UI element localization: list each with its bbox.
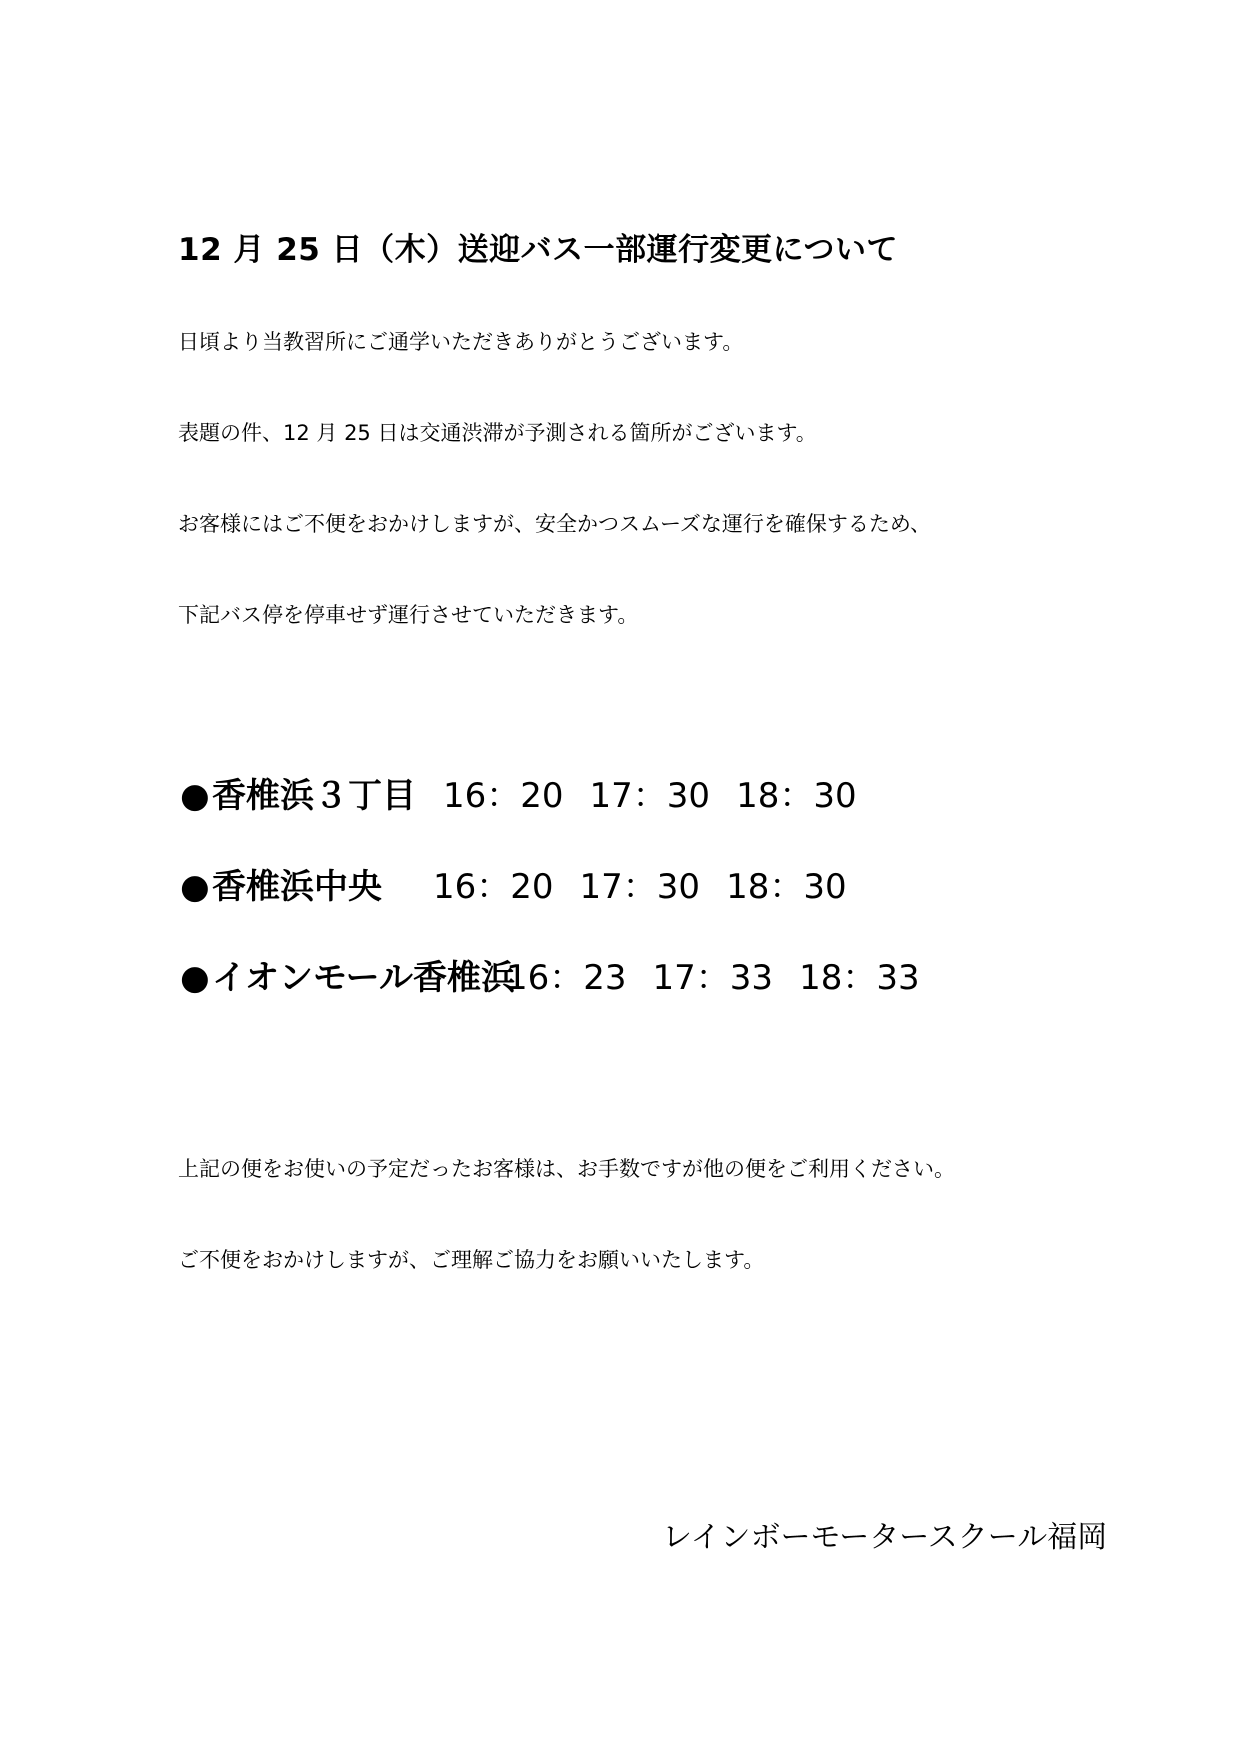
bus-stop-row [180, 867, 847, 907]
bus-stop-name: 香椎浜中央 [212, 867, 382, 907]
departure-time: 17：33 [652, 958, 774, 998]
bullet-icon: ● [180, 867, 210, 907]
departure-time: 16：23 [506, 958, 627, 998]
greeting-paragraph: 日頃より当教習所にご通学いただきありがとうございます。 [178, 330, 744, 354]
bus-stop-row [180, 776, 857, 816]
departure-time: 17：30 [589, 776, 711, 816]
skip-stops-paragraph: 下記バス停を停車せず運行させていただきます。 [178, 603, 639, 627]
apology-paragraph: お客様にはご不便をおかけしますが、安全かつスムーズな運行を確保するため、 [178, 512, 932, 536]
bullet-icon: ● [180, 958, 210, 998]
school-signature: レインボーモータースクール福岡 [662, 1520, 1108, 1555]
departure-time: 16：20 [433, 867, 554, 907]
alternative-service-paragraph: 上記の便をお使いの予定だったお客様は、お手数ですが他の便をご利用ください。 [178, 1157, 955, 1181]
bus-stop-name: 香椎浜３丁目 [212, 776, 416, 816]
departure-time: 18：33 [799, 958, 920, 998]
departure-time: 18：30 [736, 776, 857, 816]
bus-stop-row [180, 958, 920, 998]
subject-paragraph: 表題の件、12 月 25 日は交通渋滞が予測される箇所がございます。 [178, 421, 817, 445]
bus-stop-name: イオンモール香椎浜 [212, 958, 515, 998]
departure-time: 18：30 [726, 867, 847, 907]
closing-paragraph: ご不便をおかけしますが、ご理解ご協力をお願いいたします。 [178, 1248, 765, 1272]
notice-title: 12 月 25 日（木）送迎バス一部運行変更について [178, 232, 899, 268]
departure-time: 16：20 [443, 776, 564, 816]
bullet-icon: ● [180, 776, 210, 816]
departure-time: 17：30 [579, 867, 701, 907]
